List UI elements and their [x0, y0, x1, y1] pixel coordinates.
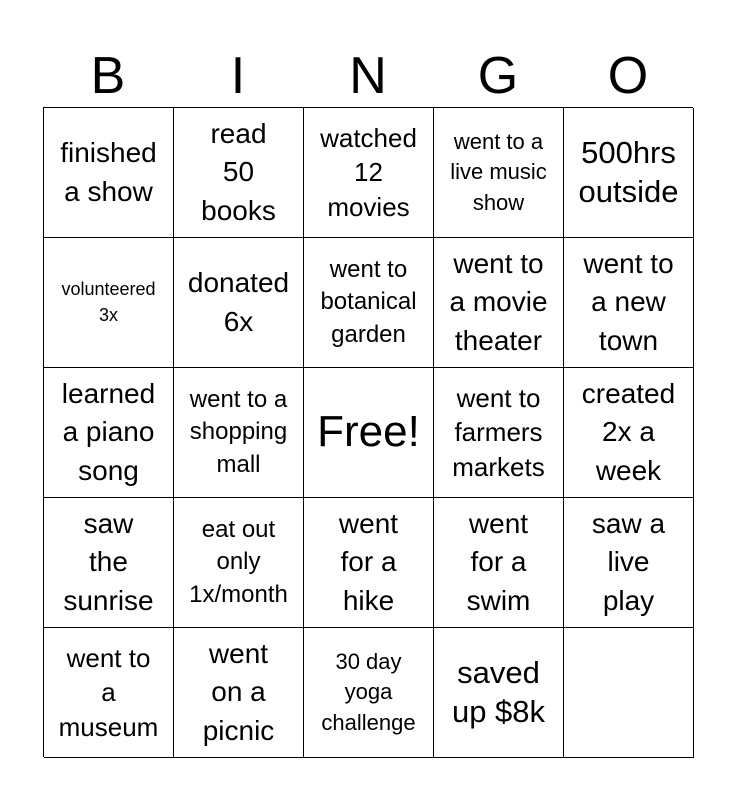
bingo-cell[interactable]: finished a show: [44, 108, 174, 238]
bingo-cell[interactable]: went to farmers markets: [434, 368, 564, 498]
bingo-cell[interactable]: went to a movie theater: [434, 238, 564, 368]
bingo-cell[interactable]: saw the sunrise: [44, 498, 174, 628]
bingo-cell[interactable]: eat out only 1x/month: [174, 498, 304, 628]
bingo-cell[interactable]: went to a museum: [44, 628, 174, 758]
bingo-cell[interactable]: volunteered 3x: [44, 238, 174, 368]
bingo-cell[interactable]: learned a piano song: [44, 368, 174, 498]
bingo-cell[interactable]: read 50 books: [174, 108, 304, 238]
bingo-board: [43, 107, 693, 757]
bingo-cell[interactable]: saved up $8k: [434, 628, 564, 758]
bingo-header: [43, 46, 693, 106]
bingo-cell[interactable]: donated 6x: [174, 238, 304, 368]
bingo-cell[interactable]: went to a live music show: [434, 108, 564, 238]
bingo-cell[interactable]: went to botanical garden: [304, 238, 434, 368]
bingo-cell[interactable]: saw a live play: [564, 498, 694, 628]
bingo-cell[interactable]: 30 day yoga challenge: [304, 628, 434, 758]
header-letter-o: O: [607, 47, 649, 105]
bingo-empty-cell[interactable]: [564, 628, 694, 758]
bingo-cell[interactable]: 500hrs outside: [564, 108, 694, 238]
bingo-cell[interactable]: watched 12 movies: [304, 108, 434, 238]
bingo-cell[interactable]: went to a shopping mall: [174, 368, 304, 498]
header-letter-g: G: [477, 47, 519, 105]
bingo-cell[interactable]: went for a hike: [304, 498, 434, 628]
bingo-cell[interactable]: went for a swim: [434, 498, 564, 628]
header-letter-b: B: [90, 47, 126, 105]
header-letter-n: N: [349, 47, 387, 105]
bingo-free-cell[interactable]: Free!: [304, 368, 434, 498]
bingo-cell[interactable]: created 2x a week: [564, 368, 694, 498]
bingo-cell[interactable]: went to a new town: [564, 238, 694, 368]
header-letter-i: I: [230, 47, 246, 105]
bingo-cell[interactable]: went on a picnic: [174, 628, 304, 758]
